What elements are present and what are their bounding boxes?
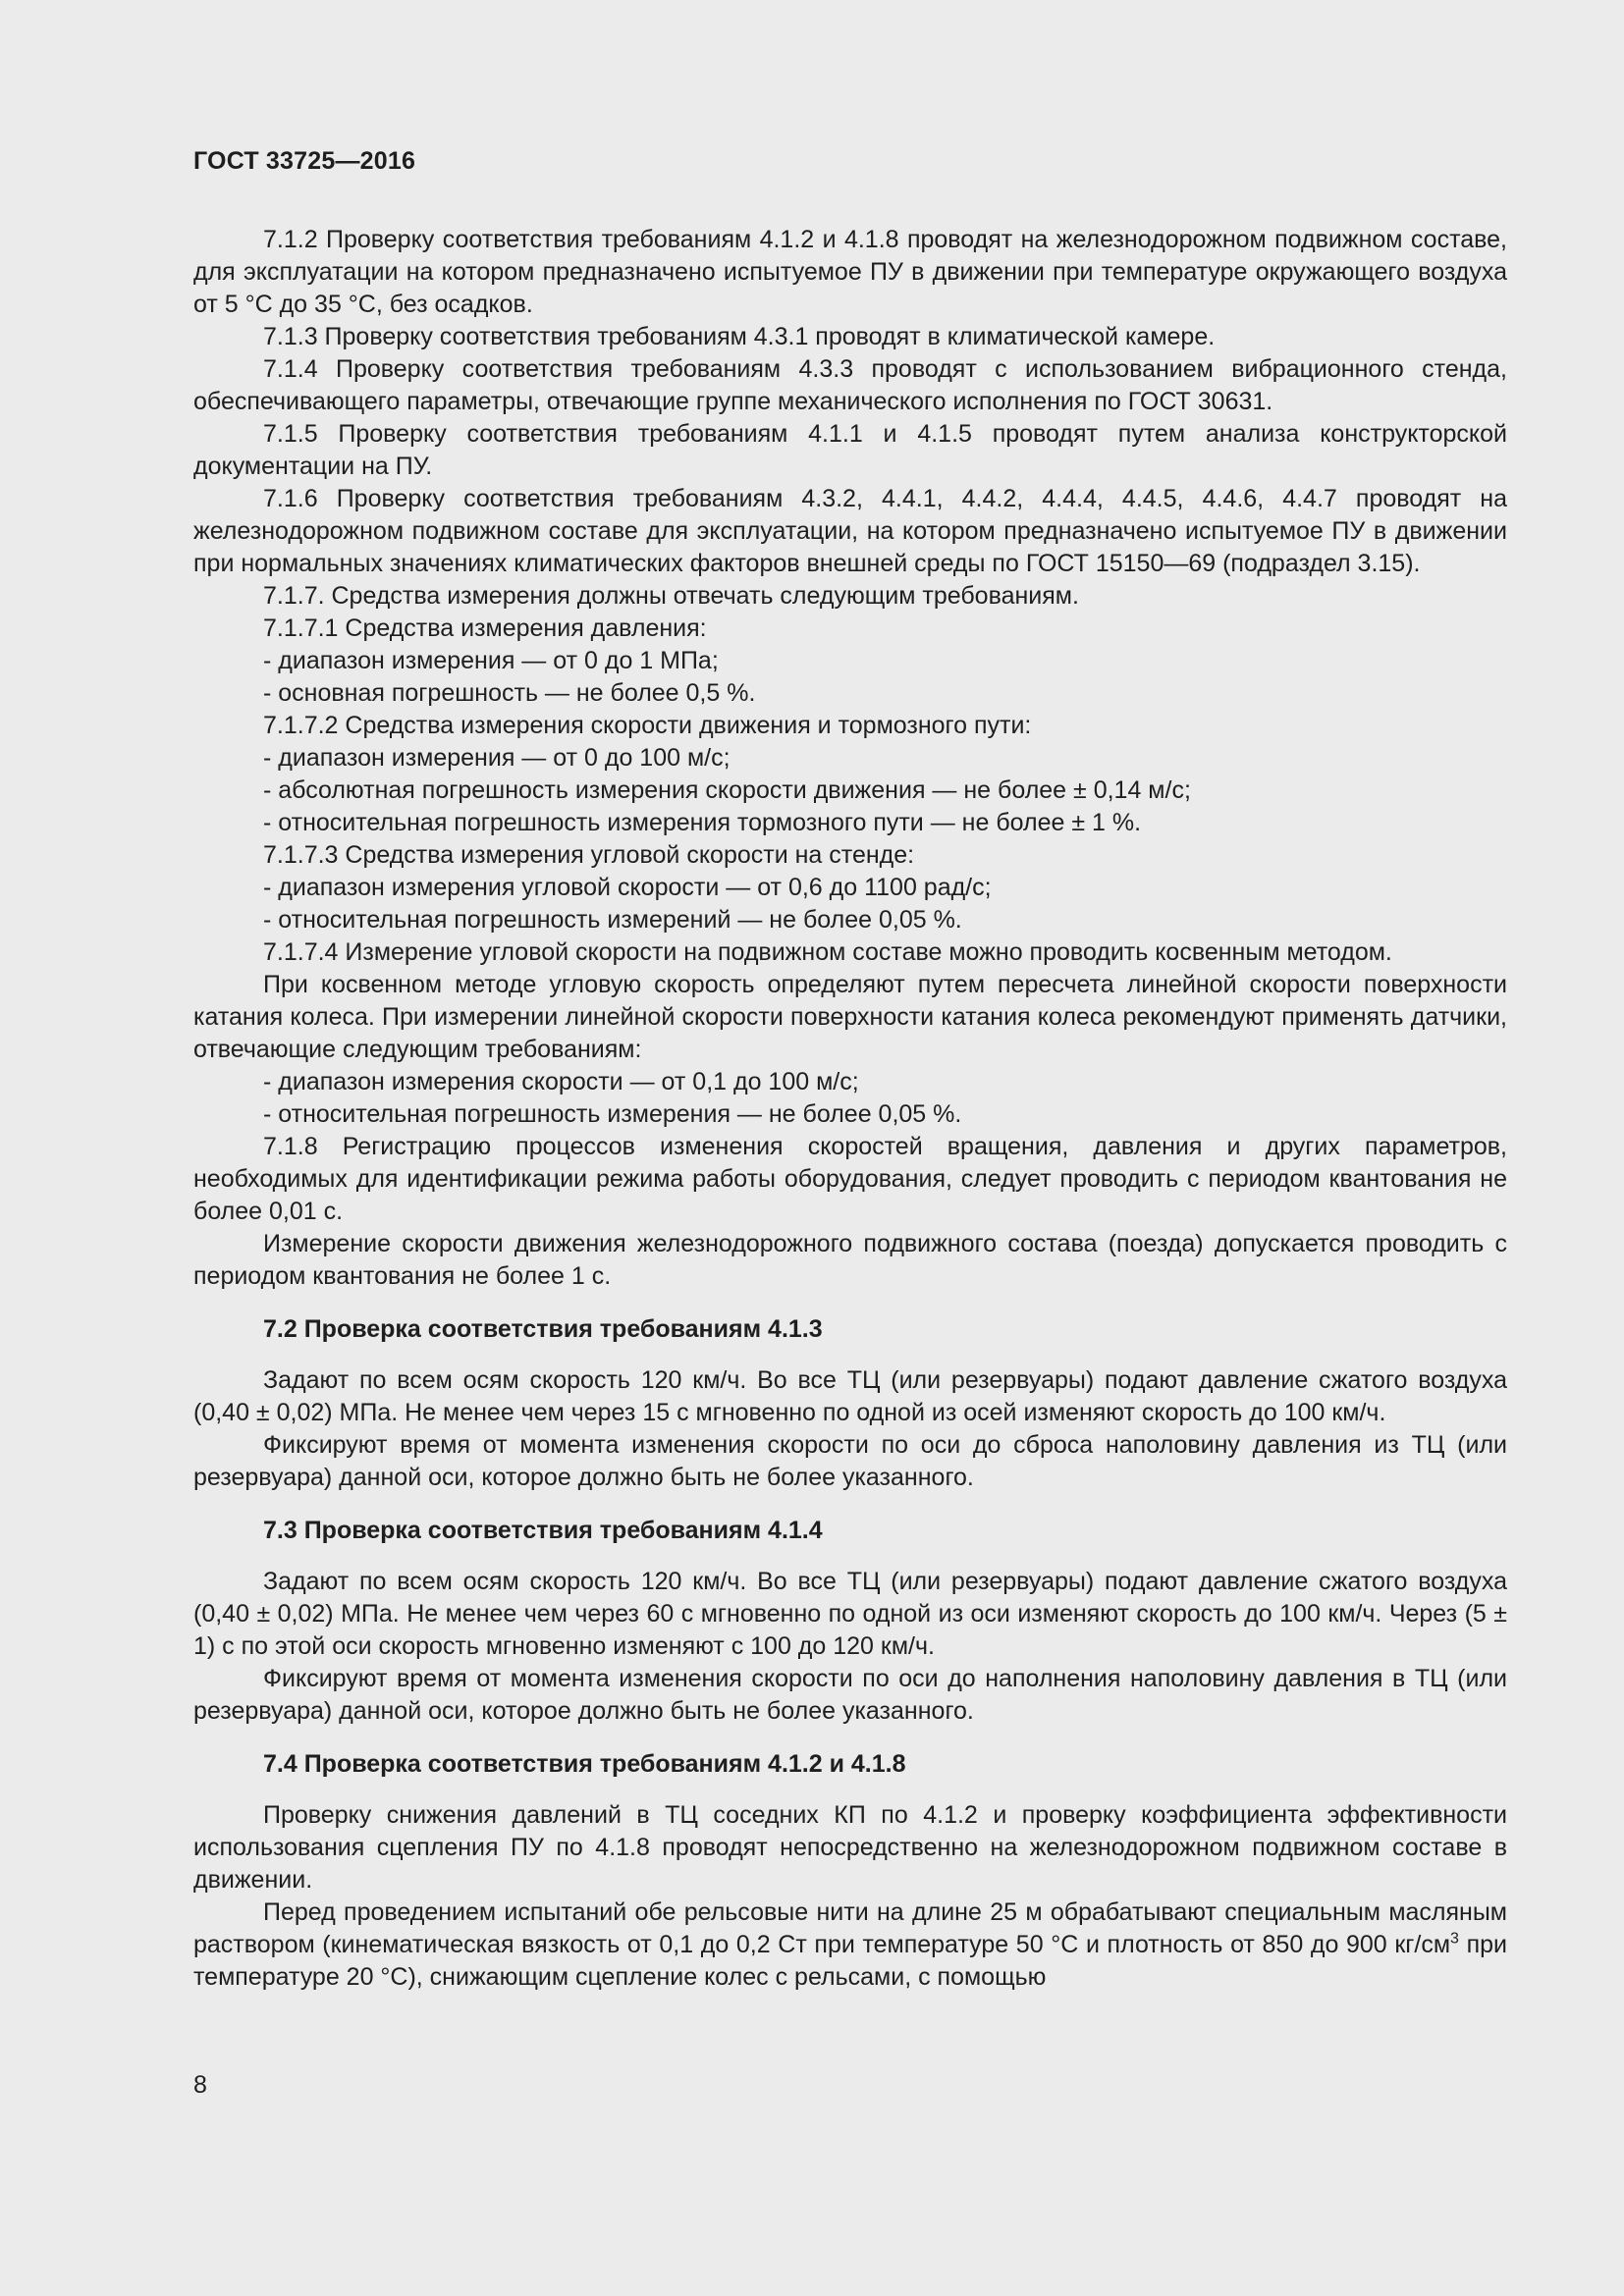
- list-item: - диапазон измерения — от 0 до 100 м/с;: [263, 744, 731, 772]
- clause-7-1-6: 7.1.6 Проверку соответствия требованиям 4.3.2, 4.4.1, 4.4.2, 4.4.4, 4.4.5, 4.4.6, 4.4.7 проводят на железнодорожном подвижном составе для эксплуатации, на котором предназначено испытуемое ПУ в движении при нормальных значениях климатических факторов внешней среды по ГОСТ 15150—69 (подраздел 3.15).: [193, 485, 1507, 577]
- list-item: - диапазон измерения угловой скорости — от 0,6 до 1100 рад/с;: [263, 874, 992, 901]
- indirect-method-paragraph: При косвенном методе угловую скорость определяют путем пересчета линейной скорости поверхности катания колеса. При измерении линейной скорости поверхности катания колеса рекомендуют применять датчики, отвечающие следующим требованиям:: [193, 971, 1507, 1063]
- clause-7-1-7-4: 7.1.7.4 Измерение угловой скорости на подвижном составе можно проводить косвенным методом.: [263, 938, 1392, 966]
- list-item: - основная погрешность — не более 0,5 %.: [263, 679, 756, 707]
- clause-7-1-4: 7.1.4 Проверку соответствия требованиям 4.3.3 проводят с использованием вибрационного стенда, обеспечивающего параметры, отвечающие группе механического исполнения по ГОСТ 30631.: [193, 355, 1507, 415]
- clause-7-1-5: 7.1.5 Проверку соответствия требованиям 4.1.1 и 4.1.5 проводят путем анализа конструкторской документации на ПУ.: [193, 420, 1507, 480]
- section-heading-7-3: 7.3 Проверка соответствия требованиям 4.1.4: [263, 1517, 823, 1544]
- clause-7-1-7-3: 7.1.7.3 Средства измерения угловой скорости на стенде:: [263, 841, 915, 869]
- section-7-3-paragraph: Задают по всем осям скорость 120 км/ч. Во все ТЦ (или резервуары) подают давление сжатого воздуха (0,40 ± 0,02) МПа. Не менее чем через 60 с мгновенно по одной из оси изменяют скорость до 100 км/ч. Через (5 ± 1) с по этой оси скорость мгновенно изменяют с 100 до 120 км/ч.: [193, 1568, 1507, 1660]
- section-7-4-paragraph: [193, 1896, 1507, 1994]
- list-item: - диапазон измерения — от 0 до 1 МПа;: [263, 647, 719, 674]
- superscript: 3: [1450, 1930, 1459, 1948]
- section-heading-7-2: 7.2 Проверка соответствия требованиям 4.1.3: [263, 1315, 823, 1343]
- clause-7-1-8: 7.1.8 Регистрацию процессов изменения скоростей вращения, давления и других параметров, необходимых для идентификации режима работы оборудования, следует проводить с периодом квантования не более 0,01 с.: [193, 1133, 1507, 1225]
- list-item: - относительная погрешность измерения тормозного пути — не более ± 1 %.: [263, 809, 1142, 836]
- document-header: ГОСТ 33725—2016: [193, 147, 416, 175]
- page-number: 8: [193, 2071, 207, 2099]
- section-heading-7-4: 7.4 Проверка соответствия требованиям 4.1.2 и 4.1.8: [263, 1750, 906, 1778]
- list-item: - относительная погрешность измерения — не более 0,05 %.: [263, 1100, 962, 1128]
- clause-7-1-7: 7.1.7. Средства измерения должны отвечать следующим требованиям.: [263, 582, 1079, 610]
- clause-7-1-2: 7.1.2 Проверку соответствия требованиям 4.1.2 и 4.1.8 проводят на железнодорожном подвижном составе, для эксплуатации на котором предназначено испытуемое ПУ в движении при температуре окружающего воздуха от 5 °С до 35 °С, без осадков.: [193, 226, 1507, 318]
- section-7-4-paragraph: Проверку снижения давлений в ТЦ соседних КП по 4.1.2 и проверку коэффициента эффективности использования сцепления ПУ по 4.1.8 проводят непосредственно на железнодорожном подвижном составе в движении.: [193, 1801, 1507, 1894]
- train-speed-paragraph: Измерение скорости движения железнодорожного подвижного состава (поезда) допускается проводить с периодом квантования не более 1 с.: [193, 1230, 1507, 1290]
- text-part: при температуре 20 °С), снижающим сцепление колес с рельсами, с помощью: [193, 1931, 1507, 1991]
- section-7-2-paragraph: Фиксируют время от момента изменения скорости по оси до сброса наполовину давления из ТЦ (или резервуара) данной оси, которое должно быть не более указанного.: [193, 1431, 1507, 1491]
- clause-7-1-7-1: 7.1.7.1 Средства измерения давления:: [263, 614, 707, 642]
- section-7-3-paragraph: Фиксируют время от момента изменения скорости по оси до наполнения наполовину давления в ТЦ (или резервуара) данной оси, которое должно быть не более указанного.: [193, 1665, 1507, 1725]
- clause-7-1-3: 7.1.3 Проверку соответствия требованиям 4.3.1 проводят в климатической камере.: [263, 323, 1216, 350]
- clause-7-1-7-2: 7.1.7.2 Средства измерения скорости движения и тормозного пути:: [263, 712, 1032, 739]
- text-part: Перед проведением испытаний обе рельсовые нити на длине 25 м обрабатывают специальным масляным раствором (кинематическая вязкость от 0,1 до 0,2 Ст при температуре 50 °С и плотность от 850 до 900 кг/см: [193, 1898, 1507, 1958]
- document-body: [193, 224, 1507, 1994]
- list-item: - диапазон измерения скорости — от 0,1 до 100 м/с;: [263, 1068, 859, 1095]
- list-item: - относительная погрешность измерений — не более 0,05 %.: [263, 906, 962, 934]
- list-item: - абсолютная погрешность измерения скорости движения — не более ± 0,14 м/с;: [263, 776, 1191, 804]
- section-7-2-paragraph: Задают по всем осям скорость 120 км/ч. Во все ТЦ (или резервуары) подают давление сжатого воздуха (0,40 ± 0,02) МПа. Не менее чем через 15 с мгновенно по одной из осей изменяют скорость до 100 км/ч.: [193, 1366, 1507, 1426]
